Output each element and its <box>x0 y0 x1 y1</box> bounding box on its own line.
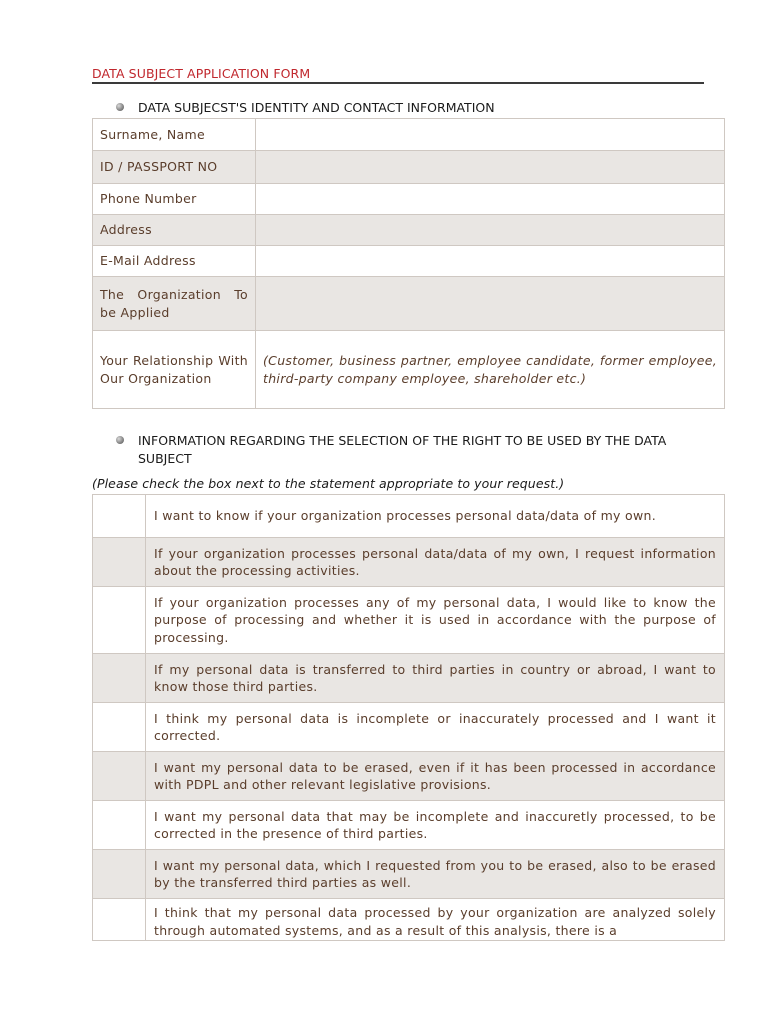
table-row <box>93 899 725 941</box>
checkbox[interactable] <box>93 538 146 587</box>
section-heading-rights <box>116 432 718 468</box>
checkbox[interactable] <box>93 899 146 941</box>
section-heading-text: INFORMATION REGARDING THE SELECTION OF THE RIGHT TO BE USED BY THE DATA SUBJECT <box>138 433 667 466</box>
statement-text: I think that my personal data processed by your organization are analyzed solely through automated systems, and as a result of this analysis, there is a <box>146 899 725 941</box>
statement-text: If your organization processes any of my personal data, I would like to know the purpose of processing and whether it is used in accordance with the purpose of processing. <box>146 587 725 654</box>
form-title: DATA SUBJECT APPLICATION FORM <box>92 66 311 81</box>
field-input-surname-name[interactable] <box>256 119 725 151</box>
table-row <box>93 246 725 277</box>
table-row <box>93 850 725 899</box>
table-row <box>93 184 725 215</box>
table-row <box>93 538 725 587</box>
field-label-phone-number: Phone Number <box>93 184 256 215</box>
statement-text: I want to know if your organization processes personal data/data of my own. <box>146 495 725 538</box>
field-input-address[interactable] <box>256 215 725 246</box>
field-label-relationship: Your Relationship With Our Organization <box>93 331 256 409</box>
section-heading-text: DATA SUBJECST'S IDENTITY AND CONTACT INFORMATION <box>138 100 495 115</box>
checkbox[interactable] <box>93 850 146 899</box>
checkbox[interactable] <box>93 752 146 801</box>
statement-text: I want my personal data that may be incomplete and inaccuretly processed, to be corrected in the presence of third parties. <box>146 801 725 850</box>
section-heading-identity <box>116 99 718 117</box>
title-divider <box>92 82 704 84</box>
field-input-phone-number[interactable] <box>256 184 725 215</box>
table-row <box>93 331 725 409</box>
table-row <box>93 277 725 331</box>
field-label-address: Address <box>93 215 256 246</box>
table-row <box>93 215 725 246</box>
table-row <box>93 495 725 538</box>
checkbox[interactable] <box>93 587 146 654</box>
field-input-email-address[interactable] <box>256 246 725 277</box>
field-label-id-passport: ID / PASSPORT NO <box>93 151 256 184</box>
statement-text: I want my personal data, which I requested from you to be erased, also to be erased by the transferred third parties as well. <box>146 850 725 899</box>
table-row <box>93 801 725 850</box>
rights-table <box>92 494 725 941</box>
field-label-email-address: E-Mail Address <box>93 246 256 277</box>
table-row <box>93 703 725 752</box>
field-label-organization: The Organization To be Applied <box>93 277 256 331</box>
table-row <box>93 587 725 654</box>
checkbox[interactable] <box>93 801 146 850</box>
table-row <box>93 119 725 151</box>
bullet-icon <box>116 103 124 111</box>
table-row <box>93 151 725 184</box>
statement-text: I want my personal data to be erased, even if it has been processed in accordance with PDPL and other relevant legislative provisions. <box>146 752 725 801</box>
statement-text: If your organization processes personal data/data of my own, I request information about the processing activities. <box>146 538 725 587</box>
instruction-text: (Please check the box next to the statement appropriate to your request.) <box>92 476 565 491</box>
field-label-surname-name: Surname, Name <box>93 119 256 151</box>
checkbox[interactable] <box>93 703 146 752</box>
bullet-icon <box>116 436 124 444</box>
table-row <box>93 654 725 703</box>
field-input-relationship[interactable]: (Customer, business partner, employee candidate, former employee, third-party company employee, shareholder etc.) <box>256 331 725 409</box>
field-input-id-passport[interactable] <box>256 151 725 184</box>
table-row <box>93 752 725 801</box>
identity-table <box>92 118 725 409</box>
statement-text: If my personal data is transferred to third parties in country or abroad, I want to know those third parties. <box>146 654 725 703</box>
field-input-organization[interactable] <box>256 277 725 331</box>
checkbox[interactable] <box>93 654 146 703</box>
statement-text: I think my personal data is incomplete or inaccurately processed and I want it corrected. <box>146 703 725 752</box>
checkbox[interactable] <box>93 495 146 538</box>
